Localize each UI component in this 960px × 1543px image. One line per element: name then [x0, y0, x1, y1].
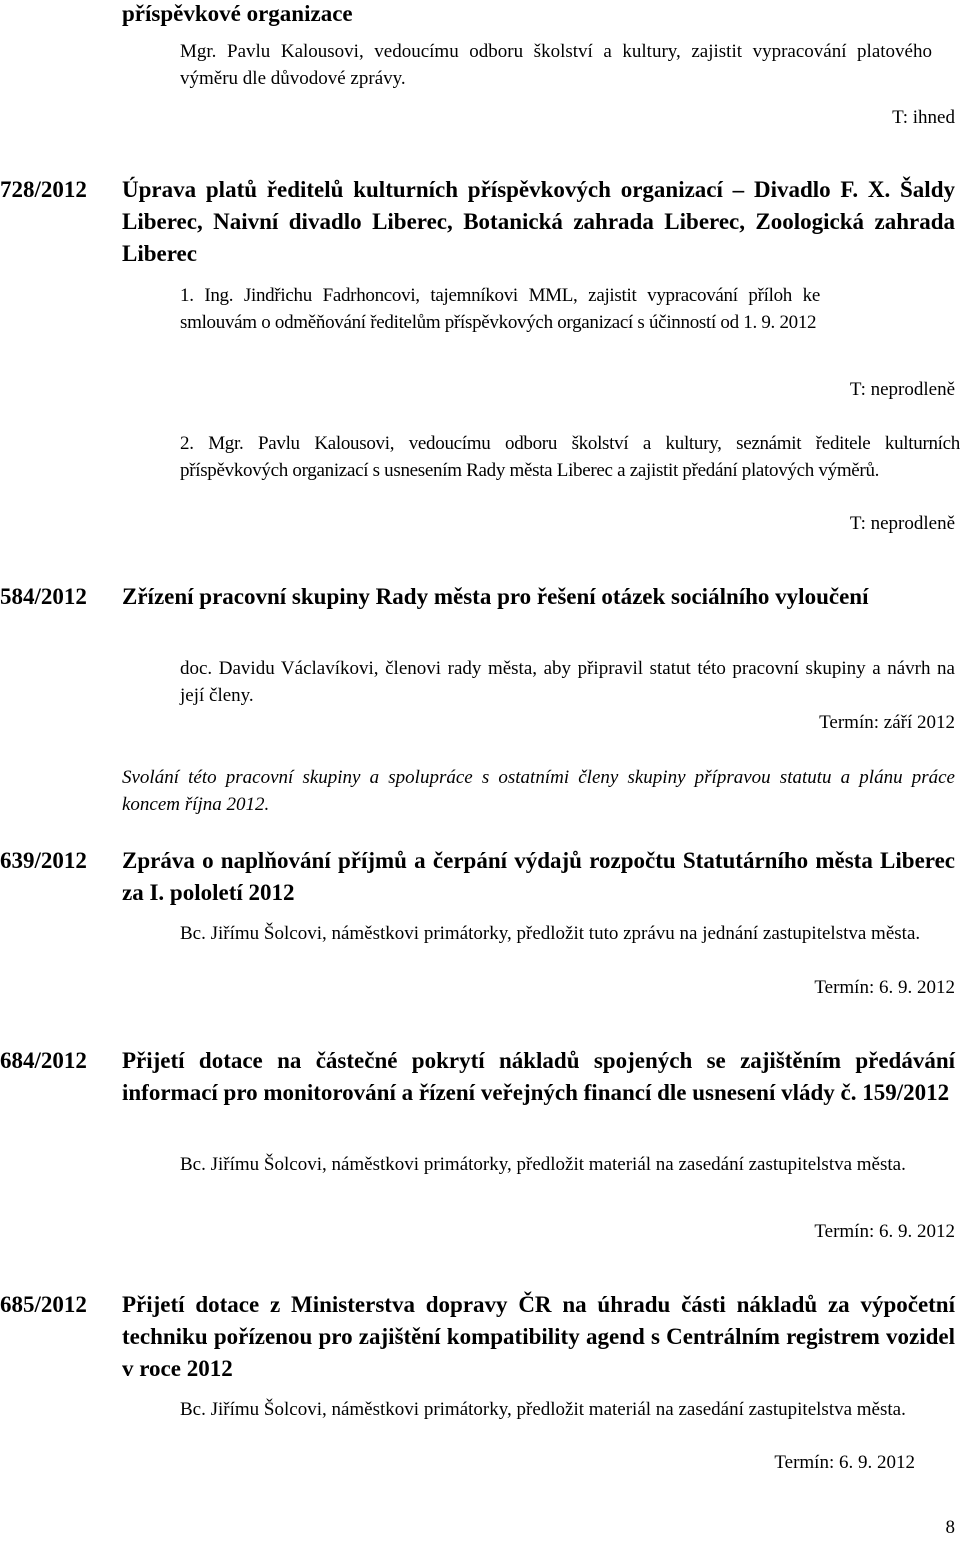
task-text: Bc. Jiřímu Šolcovi, náměstkovi primátorky, předložit materiál na zasedání zastupitelstva města. — [180, 1154, 906, 1175]
deadline: T: neprodleně — [849, 513, 955, 534]
resolution-title: Zpráva o naplňování příjmů a čerpání výdajů rozpočtu Statutárního města Liberec za I. pololetí 2012 — [122, 848, 955, 905]
task-text: Bc. Jiřímu Šolcovi, náměstkovi primátorky, předložit materiál na zasedání zastupitelstva města. — [180, 1399, 906, 1420]
task-text: 1. Ing. Jindřichu Fadrhoncovi, tajemníkovi MML, zajistit vypracování příloh ke smlouvám o odměňování ředitelům příspěvkových organizací s účinností od 1. 9. 2012 — [180, 285, 820, 333]
deadline: Termín: 6. 9. 2012 — [774, 1452, 915, 1473]
task-text: Bc. Jiřímu Šolcovi, náměstkovi primátorky, předložit tuto zprávu na jednání zastupitelstva města. — [180, 923, 921, 944]
resolution-title: Přijetí dotace na částečné pokrytí nákladů spojených se zajištěním předávání informací pro monitorování a řízení veřejných financí dle usnesení vlády č. 159/2012 — [122, 1048, 955, 1105]
resolution-number: 685/2012 — [0, 1292, 87, 1317]
resolution-title: Přijetí dotace z Ministerstva dopravy ČR na úhradu části nákladů za výpočetní techniku pořízenou pro zajištění kompatibility agend s Centrálním registrem vozidel v roce 2012 — [122, 1292, 955, 1381]
resolution-title: Zřízení pracovní skupiny Rady města pro řešení otázek sociálního vyloučení — [122, 584, 869, 609]
resolution-number: 728/2012 — [0, 177, 87, 202]
deadline: T: neprodleně — [849, 379, 955, 400]
task-text: doc. Davidu Václavíkovi, členovi rady města, aby připravil statut této pracovní skupiny a návrh na její členy. — [180, 658, 955, 706]
task-text: 2. Mgr. Pavlu Kalousovi, vedoucímu odboru školství a kultury, seznámit ředitele kulturních příspěvkových organizací s usnesením Rady města Liberec a zajistit předání platových výměrů. — [180, 433, 960, 481]
deadline: Termín: 6. 9. 2012 — [814, 1221, 955, 1242]
deadline: Termín: 6. 9. 2012 — [814, 977, 955, 998]
resolution-number: 684/2012 — [0, 1048, 87, 1073]
deadline: T: ihned — [892, 107, 955, 128]
deadline: Termín: září 2012 — [819, 712, 955, 733]
task-text: Mgr. Pavlu Kalousovi, vedoucímu odboru školství a kultury, zajistit vypracování platového výměru dle důvodové zprávy. — [180, 41, 932, 89]
resolution-number: 639/2012 — [0, 848, 87, 873]
heading-tail: příspěvkové organizace — [122, 1, 353, 26]
resolution-number: 584/2012 — [0, 584, 87, 609]
note-text: Svolání této pracovní skupiny a spolupráce s ostatními členy skupiny přípravou statutu a plánu práce koncem října 2012. — [122, 767, 955, 815]
page-number: 8 — [945, 1517, 955, 1538]
resolution-title: Úprava platů ředitelů kulturních příspěvkových organizací – Divadlo F. X. Šaldy Liberec, Naivní divadlo Liberec, Botanická zahrada Liberec, Zoologická zahrada Liberec — [122, 177, 955, 266]
